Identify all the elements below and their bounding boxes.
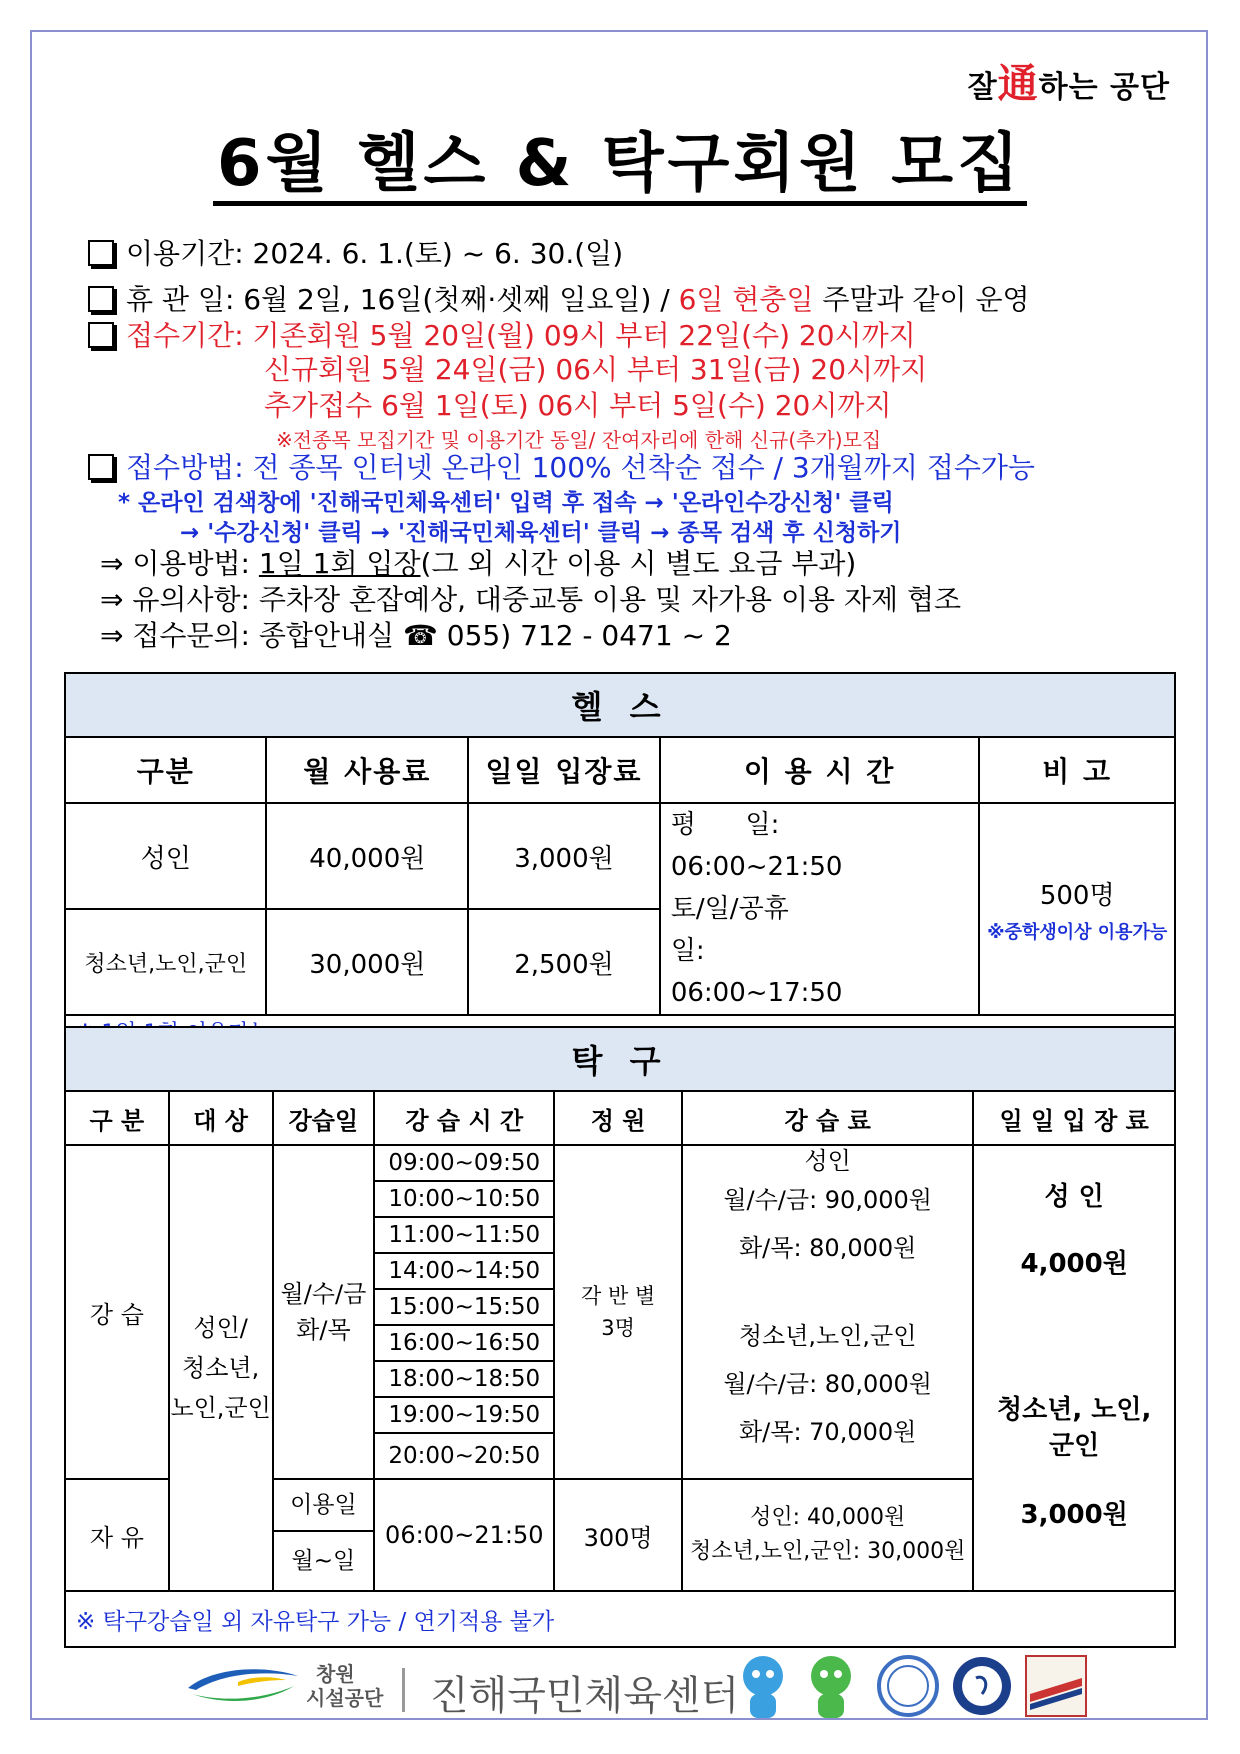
hours-cell: 평 일: 06:00~21:50 토/일/공휴일: 06:00~17:50 <box>660 803 980 1015</box>
free-fee: 성인: 40,000원 청소년,노인,군인: 30,000원 <box>682 1479 973 1591</box>
lesson-label: 강 습 <box>65 1145 169 1479</box>
logo-swoosh-icon <box>182 1662 302 1708</box>
lesson-fee: 성인 월/수/금: 90,000원 화/목: 80,000원 청소년,노인,군인 월/수/금: 80,000원 화/목: 70,000원 <box>682 1145 973 1479</box>
caution-line: ⇒ 유의사항: 주차장 혼잡예상, 대중교통 이용 및 자가용 이용 자제 협조 <box>100 583 962 616</box>
inquiry-line: ⇒ 접수문의: 종합안내실 ☎ 055) 712 - 0471 ~ 2 <box>100 619 732 652</box>
row-type: 청소년,노인,군인 <box>65 909 266 1015</box>
lesson-days: 월/수/금 화/목 <box>273 1145 375 1479</box>
col-daily-fee: 일 일 입 장 료 <box>973 1091 1175 1145</box>
class-capacity: 각 반 별 3명 <box>554 1145 682 1479</box>
method-line: 접수방법: 전 종목 인터넷 온라인 100% 선착순 접수 / 3개월까지 접수가능 <box>88 446 1035 486</box>
row-daily: 3,000원 <box>468 803 660 909</box>
mascot-icon <box>732 1650 794 1722</box>
checkbox-icon <box>88 240 114 266</box>
col-remarks: 비 고 <box>979 737 1175 803</box>
col-type: 구 분 <box>65 1091 169 1145</box>
divider <box>402 1668 405 1712</box>
reception-line-2: 신규회원 5월 24일(금) 06시 부터 31일(금) 20시까지 <box>264 353 928 386</box>
col-fee: 강 습 료 <box>682 1091 973 1145</box>
center-name: 진해국민체육센터 <box>430 1673 740 1719</box>
certification-badge-icon <box>876 1654 940 1718</box>
reception-note: ※전종목 모집기간 및 이용기간 동일/ 잔여자리에 한해 신규(추가)모집 <box>276 428 882 452</box>
health-header: 헬 스 <box>65 673 1175 737</box>
checkbox-icon <box>88 286 114 312</box>
tabletennis-header: 탁 구 <box>65 1027 1175 1091</box>
period-line: 이용기간: 2024. 6. 1.(토) ~ 6. 30.(일) <box>88 232 623 272</box>
table-row <box>65 803 1175 909</box>
tabletennis-note: ※ 탁구강습일 외 자유탁구 가능 / 연기적용 불가 <box>65 1591 1175 1647</box>
closed-line: 휴 관 일: 6월 2일, 16일(첫째·셋째 일요일) / 6일 현충일 주말과 같이 운영 <box>88 278 1030 318</box>
footer <box>0 1640 1240 1730</box>
mascot-icon <box>800 1650 862 1722</box>
target-cell: 성인/ 청소년, 노인,군인 <box>169 1145 273 1591</box>
online-step-2: → '수강신청' 클릭 → '진해국민체육센터' 클릭 → 종목 검색 후 신청하기 <box>180 520 902 546</box>
free-capacity: 300명 <box>554 1479 682 1591</box>
slogan: 잘通하는 공단 <box>967 61 1170 107</box>
row-monthly: 30,000원 <box>266 909 468 1015</box>
online-step-1: * 온라인 검색창에 '진해국민체육센터' 입력 후 접속 → '온라인수강신청' 클릭 <box>118 490 894 516</box>
usage-line: ⇒ 이용방법: 1일 1회 입장(그 외 시간 이용 시 별도 요금 부과) <box>100 547 857 580</box>
reception-line: 접수기간: 기존회원 5월 20일(월) 09시 부터 22일(수) 20시까지 <box>88 314 916 354</box>
col-type: 구분 <box>65 737 266 803</box>
row-monthly: 40,000원 <box>266 803 468 909</box>
lesson-times: 09:00~09:50 10:00~10:50 11:00~11:50 14:00~14:50 15:00~15:50 16:00~16:50 18:00~18:50 19:00~19:50 20:00~20:50 <box>374 1145 554 1479</box>
health-table <box>64 672 1176 1079</box>
col-lesson-time: 강 습 시 간 <box>374 1091 554 1145</box>
row-type: 성인 <box>65 803 266 909</box>
col-monthly: 월 사용료 <box>266 737 468 803</box>
row-daily: 2,500원 <box>468 909 660 1015</box>
col-target: 대 상 <box>169 1091 273 1145</box>
free-days: 이용일 월~일 <box>273 1479 375 1591</box>
col-daily: 일일 입장료 <box>468 737 660 803</box>
certification-badge-icon <box>950 1654 1014 1718</box>
certification-badge-icon <box>1024 1654 1088 1718</box>
tabletennis-table <box>64 1026 1176 1648</box>
remarks-cell: 500명 ※중학생이상 이용가능 <box>979 803 1175 1015</box>
col-hours: 이 용 시 간 <box>660 737 980 803</box>
free-time: 06:00~21:50 <box>374 1479 554 1591</box>
col-days: 강습일 <box>273 1091 375 1145</box>
checkbox-icon <box>88 454 114 480</box>
org-name: 창원 시설공단 <box>306 1662 384 1710</box>
page-title: 6월 헬스 & 탁구회원 모집 <box>0 112 1240 204</box>
daily-fee-cell: 성 인 4,000원 청소년, 노인, 군인 3,000원 <box>973 1145 1175 1591</box>
col-capacity: 정 원 <box>554 1091 682 1145</box>
checkbox-icon <box>88 322 114 348</box>
reception-line-3: 추가접수 6월 1일(토) 06시 부터 5일(수) 20시까지 <box>264 389 892 422</box>
free-label: 자 유 <box>65 1479 169 1591</box>
